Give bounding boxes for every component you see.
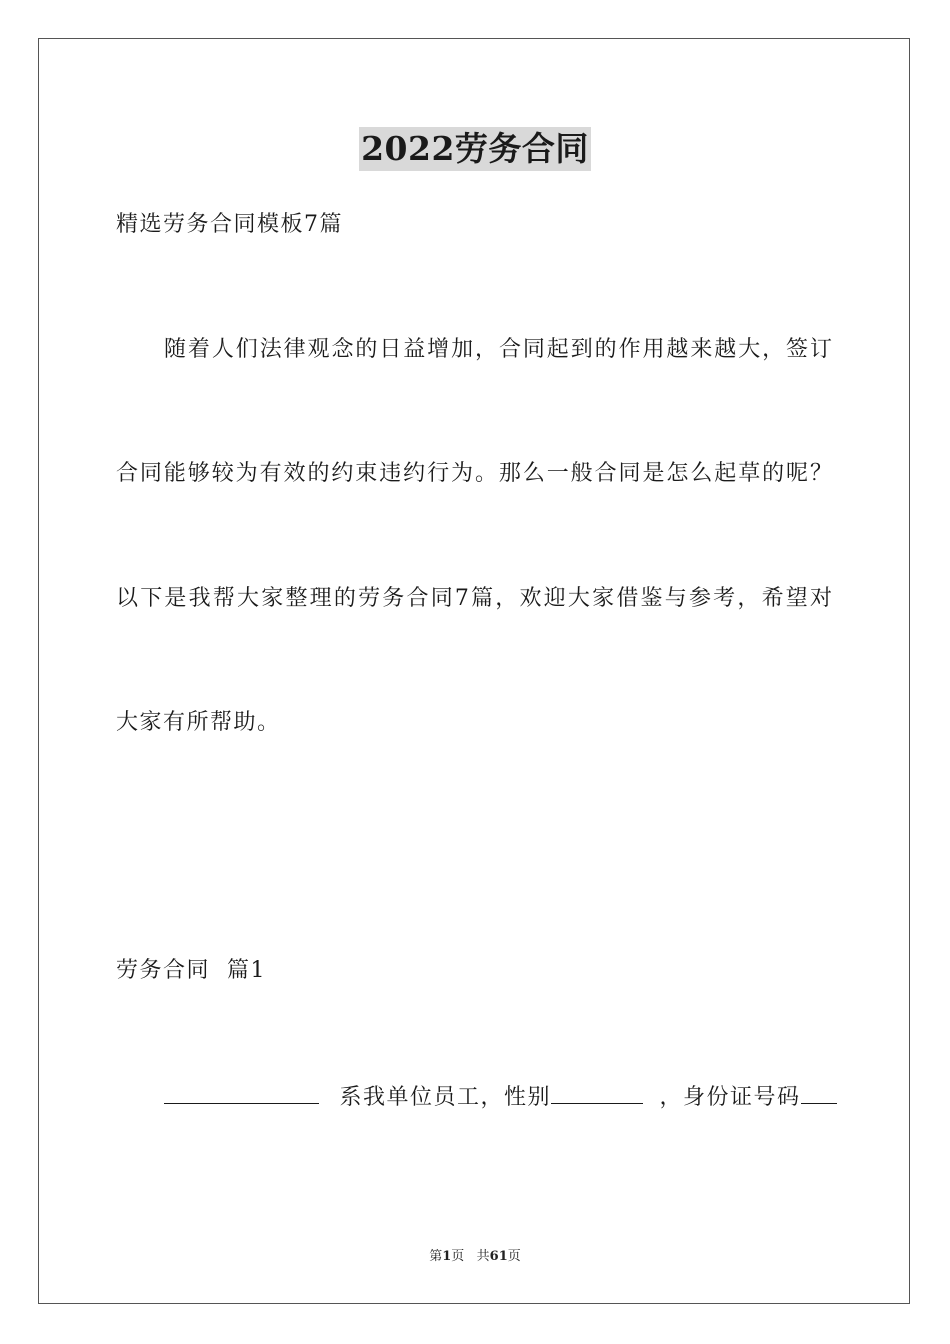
clause-text-b: ，身份证号码	[659, 1085, 801, 1110]
gender-blank[interactable]	[551, 1081, 643, 1104]
intro-line-3: 以下是我帮大家整理的劳务合同7篇，欢迎大家借鉴与参考，希望对	[116, 586, 832, 611]
document-subtitle: 精选劳务合同模板7篇	[116, 212, 343, 237]
footer-prefix: 第	[429, 1249, 443, 1264]
intro-line-4: 大家有所帮助。	[116, 710, 281, 735]
name-blank[interactable]	[164, 1081, 319, 1104]
footer-suffix: 页	[507, 1249, 521, 1264]
intro-line-1: 随着人们法律观念的日益增加，合同起到的作用越来越大，签订	[164, 337, 832, 362]
clause-text-a: 系我单位员工，性别	[339, 1085, 552, 1110]
title-container	[0, 127, 950, 171]
intro-line-2: 合同能够较为有效的约束违约行为。那么一般合同是怎么起草的呢？	[116, 461, 832, 486]
footer-page-total: 61	[489, 1249, 508, 1264]
footer-mid: 页 共	[451, 1249, 490, 1264]
footer-page-current: 1	[442, 1249, 452, 1264]
document-title: 2022劳务合同	[359, 127, 591, 171]
id-number-blank[interactable]	[801, 1081, 837, 1104]
clause-line	[164, 1081, 837, 1113]
section-heading: 劳务合同 篇1	[116, 958, 266, 983]
page-footer	[0, 1248, 950, 1266]
